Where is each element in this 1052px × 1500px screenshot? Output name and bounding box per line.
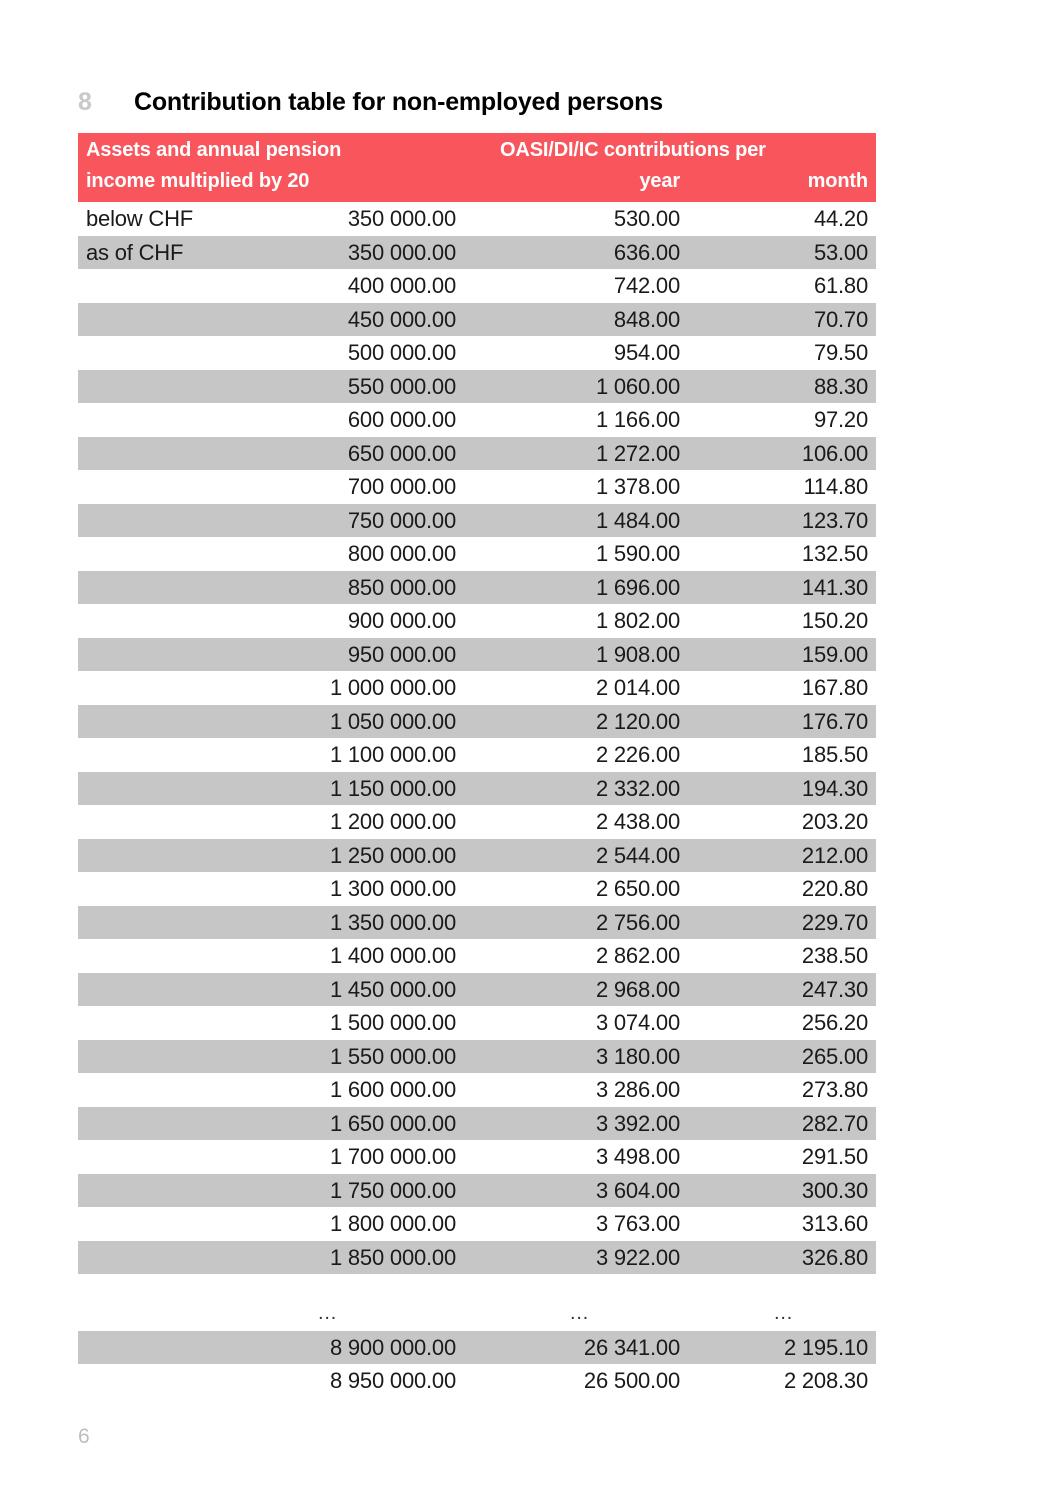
cell-month: 79.50 bbox=[813, 340, 868, 365]
cell-month: 313.60 bbox=[801, 1211, 868, 1236]
table-row bbox=[78, 336, 876, 370]
cell-assets: 400 000.00 bbox=[347, 273, 456, 298]
table-row bbox=[78, 1006, 876, 1040]
cell-year: 3 763.00 bbox=[595, 1211, 680, 1236]
table-row bbox=[78, 1040, 876, 1074]
cell-year: 1 908.00 bbox=[595, 641, 680, 667]
table-body bbox=[78, 202, 876, 1398]
cell-month: 53.00 bbox=[813, 239, 868, 265]
cell-year: 2 756.00 bbox=[595, 909, 680, 935]
cell-month: 61.80 bbox=[813, 273, 868, 298]
table-row bbox=[78, 906, 876, 940]
cell-year: 742.00 bbox=[613, 273, 680, 298]
cell-month: 282.70 bbox=[801, 1110, 868, 1136]
cell-month: 141.30 bbox=[801, 574, 868, 600]
cell-year: 26 341.00 bbox=[583, 1334, 680, 1360]
cell-assets: 1 250 000.00 bbox=[329, 842, 456, 868]
table-row bbox=[78, 303, 876, 337]
cell-year: 1 378.00 bbox=[595, 474, 680, 499]
cell-month: 176.70 bbox=[801, 708, 868, 734]
cell-label: as of CHF bbox=[86, 239, 184, 265]
cell-assets: 1 650 000.00 bbox=[329, 1110, 456, 1136]
cell-year: 2 438.00 bbox=[595, 809, 680, 834]
table-row bbox=[78, 839, 876, 873]
cell-month: 220.80 bbox=[801, 876, 868, 901]
table-row bbox=[78, 470, 876, 504]
header-month: month bbox=[807, 170, 868, 192]
cell-assets: 1 200 000.00 bbox=[329, 809, 456, 834]
table-row bbox=[78, 872, 876, 906]
table-row bbox=[78, 805, 876, 839]
cell-month: 185.50 bbox=[801, 742, 868, 767]
cell-year: 1 802.00 bbox=[595, 608, 680, 633]
page-title: Contribution table for non-employed persons bbox=[134, 88, 663, 116]
cell-assets: 1 800 000.00 bbox=[329, 1211, 456, 1236]
cell-month: 265.00 bbox=[801, 1043, 868, 1069]
cell-year: 3 074.00 bbox=[595, 1010, 680, 1035]
cell-year: 1 484.00 bbox=[595, 507, 680, 533]
cell-assets: 1 500 000.00 bbox=[329, 1010, 456, 1035]
cell-assets: … bbox=[317, 1302, 337, 1324]
cell-year: 1 696.00 bbox=[595, 574, 680, 600]
cell-assets: 550 000.00 bbox=[347, 373, 456, 399]
cell-assets: 900 000.00 bbox=[347, 608, 456, 633]
cell-assets: 600 000.00 bbox=[347, 407, 456, 432]
table-row bbox=[78, 504, 876, 538]
cell-assets: 1 350 000.00 bbox=[329, 909, 456, 935]
cell-year: 2 862.00 bbox=[595, 943, 680, 968]
cell-label: below CHF bbox=[86, 206, 194, 231]
cell-month: … bbox=[773, 1302, 793, 1324]
cell-month: 2 195.10 bbox=[783, 1334, 868, 1360]
cell-assets: 1 000 000.00 bbox=[329, 675, 456, 700]
header-contributions: OASI/DI/IC contributions per bbox=[500, 139, 766, 161]
table-row bbox=[78, 1174, 876, 1208]
cell-assets: 8 900 000.00 bbox=[329, 1334, 456, 1360]
cell-assets: 450 000.00 bbox=[347, 306, 456, 332]
page-number: 6 bbox=[78, 1425, 90, 1448]
table-row bbox=[78, 1107, 876, 1141]
cell-month: 326.80 bbox=[801, 1244, 868, 1270]
cell-assets: 1 050 000.00 bbox=[329, 708, 456, 734]
cell-year: 2 332.00 bbox=[595, 775, 680, 801]
table-row bbox=[78, 939, 876, 973]
table-row bbox=[78, 269, 876, 303]
header-assets-line1: Assets and annual pension bbox=[86, 139, 342, 161]
cell-year: 1 166.00 bbox=[595, 407, 680, 432]
cell-year: 2 544.00 bbox=[595, 842, 680, 868]
cell-assets: 1 600 000.00 bbox=[329, 1077, 456, 1102]
cell-month: 97.20 bbox=[813, 407, 868, 432]
cell-month: 106.00 bbox=[801, 440, 868, 466]
cell-year: 3 604.00 bbox=[595, 1177, 680, 1203]
cell-month: 2 208.30 bbox=[783, 1368, 868, 1393]
cell-assets: 1 400 000.00 bbox=[329, 943, 456, 968]
cell-assets: 1 300 000.00 bbox=[329, 876, 456, 901]
cell-assets: 1 450 000.00 bbox=[329, 976, 456, 1002]
table-row bbox=[78, 1364, 876, 1398]
cell-year: 1 272.00 bbox=[595, 440, 680, 466]
cell-month: 114.80 bbox=[803, 474, 868, 499]
cell-year: 1 590.00 bbox=[595, 541, 680, 566]
cell-year: … bbox=[569, 1302, 589, 1324]
cell-assets: 350 000.00 bbox=[347, 239, 456, 265]
cell-month: 203.20 bbox=[801, 809, 868, 834]
cell-month: 229.70 bbox=[801, 909, 868, 935]
cell-year: 3 498.00 bbox=[595, 1144, 680, 1169]
cell-assets: 850 000.00 bbox=[347, 574, 456, 600]
table-row bbox=[78, 537, 876, 571]
cell-month: 273.80 bbox=[801, 1077, 868, 1102]
cell-assets: 800 000.00 bbox=[347, 541, 456, 566]
cell-year: 2 226.00 bbox=[595, 742, 680, 767]
cell-year: 3 392.00 bbox=[595, 1110, 680, 1136]
cell-assets: 750 000.00 bbox=[347, 507, 456, 533]
cell-assets: 1 850 000.00 bbox=[329, 1244, 456, 1270]
cell-assets: 1 750 000.00 bbox=[329, 1177, 456, 1203]
cell-year: 636.00 bbox=[613, 239, 680, 265]
page-heading bbox=[78, 86, 878, 126]
cell-month: 150.20 bbox=[801, 608, 868, 633]
table-row bbox=[78, 671, 876, 705]
table-row bbox=[78, 973, 876, 1007]
cell-year: 2 120.00 bbox=[595, 708, 680, 734]
cell-month: 194.30 bbox=[801, 775, 868, 801]
table-row bbox=[78, 604, 876, 638]
table-row bbox=[78, 1207, 876, 1241]
cell-month: 44.20 bbox=[813, 206, 868, 231]
table-row bbox=[78, 403, 876, 437]
table-row bbox=[78, 202, 876, 236]
cell-assets: 500 000.00 bbox=[347, 340, 456, 365]
cell-year: 2 650.00 bbox=[595, 876, 680, 901]
cell-month: 167.80 bbox=[801, 675, 868, 700]
cell-month: 291.50 bbox=[801, 1144, 868, 1169]
cell-month: 159.00 bbox=[801, 641, 868, 667]
table-row bbox=[78, 1331, 876, 1365]
contribution-table bbox=[78, 133, 876, 1398]
table-row bbox=[78, 705, 876, 739]
table-row bbox=[78, 571, 876, 605]
header-year: year bbox=[639, 170, 680, 192]
cell-month: 238.50 bbox=[801, 943, 868, 968]
cell-year: 2 014.00 bbox=[595, 675, 680, 700]
table-row bbox=[78, 638, 876, 672]
cell-assets: 1 150 000.00 bbox=[329, 775, 456, 801]
table-row bbox=[78, 236, 876, 270]
cell-year: 3 180.00 bbox=[595, 1043, 680, 1069]
table-header bbox=[78, 133, 876, 202]
cell-assets: 650 000.00 bbox=[347, 440, 456, 466]
cell-month: 256.20 bbox=[801, 1010, 868, 1035]
cell-assets: 1 100 000.00 bbox=[329, 742, 456, 767]
table-row bbox=[78, 1073, 876, 1107]
cell-year: 848.00 bbox=[613, 306, 680, 332]
cell-assets: 1 550 000.00 bbox=[329, 1043, 456, 1069]
cell-month: 88.30 bbox=[813, 373, 868, 399]
cell-month: 212.00 bbox=[801, 842, 868, 868]
cell-year: 3 922.00 bbox=[595, 1244, 680, 1270]
cell-assets: 350 000.00 bbox=[347, 206, 456, 231]
cell-assets: 1 700 000.00 bbox=[329, 1144, 456, 1169]
cell-year: 954.00 bbox=[613, 340, 680, 365]
cell-month: 123.70 bbox=[801, 507, 868, 533]
cell-assets: 700 000.00 bbox=[347, 474, 456, 499]
cell-assets: 8 950 000.00 bbox=[329, 1368, 456, 1393]
cell-year: 530.00 bbox=[613, 206, 680, 231]
chapter-number: 8 bbox=[78, 88, 92, 116]
table-row bbox=[78, 1297, 876, 1331]
table-row bbox=[78, 1241, 876, 1275]
table-row bbox=[78, 738, 876, 772]
cell-month: 132.50 bbox=[801, 541, 868, 566]
cell-month: 300.30 bbox=[801, 1177, 868, 1203]
cell-month: 70.70 bbox=[813, 306, 868, 332]
cell-year: 3 286.00 bbox=[595, 1077, 680, 1102]
cell-month: 247.30 bbox=[801, 976, 868, 1002]
cell-year: 2 968.00 bbox=[595, 976, 680, 1002]
table-row bbox=[78, 437, 876, 471]
cell-assets: 950 000.00 bbox=[347, 641, 456, 667]
table-row bbox=[78, 370, 876, 404]
cell-year: 26 500.00 bbox=[583, 1368, 680, 1393]
table-row bbox=[78, 1140, 876, 1174]
table-row-spacer bbox=[78, 1274, 876, 1297]
cell-year: 1 060.00 bbox=[595, 373, 680, 399]
table-row bbox=[78, 772, 876, 806]
header-assets-line2: income multiplied by 20 bbox=[86, 170, 310, 192]
